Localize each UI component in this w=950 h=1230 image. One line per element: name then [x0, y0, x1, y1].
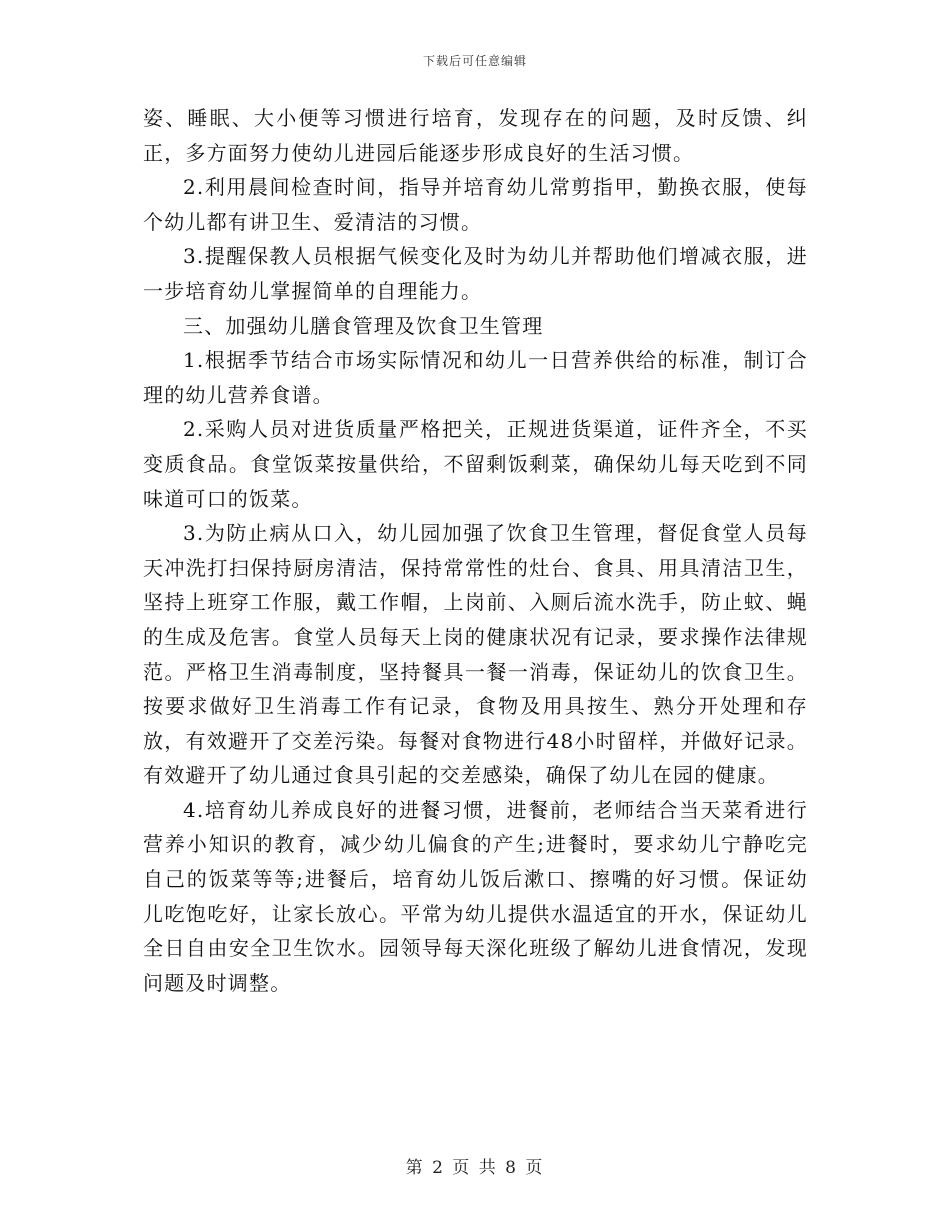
paragraph-diet-4: 4.培育幼儿养成良好的进餐习惯，进餐前，老师结合当天菜肴进行营养小知识的教育，减少幼儿偏食的产生;进餐时，要求幼儿宁静吃完自己的饭菜等等;进餐后，培育幼儿饭后漱口、擦嘴的好习惯。保证幼儿吃饱吃好，让家长放心。平常为幼儿提供水温适宜的开水，保证幼儿全日自由安全卫生饮水。园领导每天深化班级了解幼儿进食情况，发现问题及时调整。 [143, 797, 808, 995]
paragraph-diet-2: 2.采购人员对进货质量严格把关，正规进货渠道，证件齐全，不买变质食品。食堂饭菜按量供给，不留剩饭剩菜，确保幼儿每天吃到不同味道可口的饭菜。 [143, 417, 808, 511]
paragraph-diet-3: 3.为防止病从口入，幼儿园加强了饮食卫生管理，督促食堂人员每天冲洗打扫保持厨房清洁，保持常常性的灶台、食具、用具清洁卫生，坚持上班穿工作服，戴工作帽，上岗前、入厕后流水洗手，防止蚊、蝇的生成及危害。食堂人员每天上岗的健康状况有记录，要求操作法律规范。严格卫生消毒制度，坚持餐具一餐一消毒，保证幼儿的饮食卫生。按要求做好卫生消毒工作有记录，食物及用具按生、熟分开处理和存放，有效避开了交差污染。每餐对食物进行48小时留样，并做好记录。有效避开了幼儿通过食具引起的交差感染，确保了幼儿在园的健康。 [143, 521, 808, 788]
page-header-note: 下载后可任意编辑 [422, 54, 527, 68]
paragraph-continuation: 姿、睡眠、大小便等习惯进行培育，发现存在的问题，及时反馈、纠正，多方面努力使幼儿进园后能逐步形成良好的生活习惯。 [143, 106, 808, 165]
paragraph-diet-1: 1.根据季节结合市场实际情况和幼儿一日营养供给的标准，制订合理的幼儿营养食谱。 [143, 348, 808, 407]
paragraph-item-2: 2.利用晨间检查时间，指导并培育幼儿常剪指甲，勤换衣服，使每个幼儿都有讲卫生、爱清洁的习惯。 [143, 175, 808, 234]
section-heading: 三、加强幼儿膳食管理及饮食卫生管理 [183, 313, 544, 338]
paragraph-item-3: 3.提醒保教人员根据气候变化及时为幼儿并帮助他们增减衣服，进一步培育幼儿掌握简单的自理能力。 [143, 244, 808, 303]
document-body [143, 101, 808, 1000]
page-number: 第 2 页 共 8 页 [405, 1158, 545, 1178]
